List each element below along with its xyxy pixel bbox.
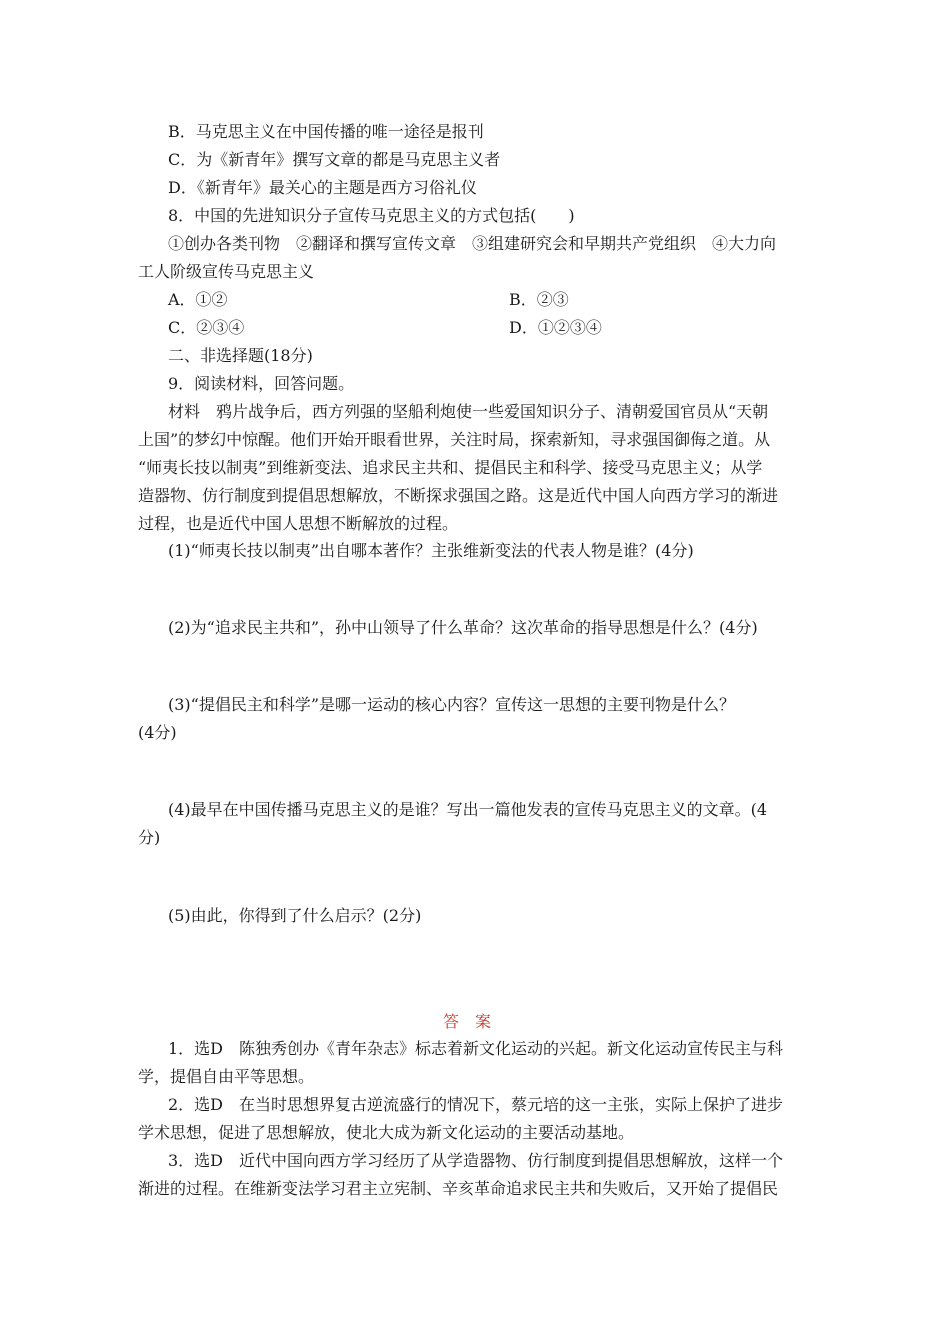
q9-sub3-cont: (4分) bbox=[138, 723, 177, 742]
q9-material-line: 造器物、仿行制度到提倡思想解放，不断探求强国之路。这是近代中国人向西方学习的渐进 bbox=[138, 486, 779, 505]
q9-sub4-cont: 分) bbox=[138, 828, 161, 847]
answers-title: 答案 bbox=[442, 1012, 507, 1031]
answer-2-cont: 学术思想，促进了思想解放，使北大成为新文化运动的主要活动基地。 bbox=[138, 1123, 635, 1142]
answer-1-cont: 学，提倡自由平等思想。 bbox=[138, 1067, 315, 1086]
q8-option-d: D．①②③④ bbox=[509, 318, 602, 337]
q9-material-line: 材料 鸦片战争后，西方列强的坚船利炮使一些爱国知识分子、清朝爱国官员从“天朝 bbox=[168, 402, 769, 421]
q8-items-line1: ①创办各类刊物 ②翻译和撰写宣传文章 ③组建研究会和早期共产党组织 ④大力向 bbox=[168, 234, 777, 253]
q9-material-line: 上国”的梦幻中惊醒。他们开始开眼看世界，关注时局，探索新知，寻求强国御侮之道。从 bbox=[138, 430, 771, 449]
q9-sub4: (4)最早在中国传播马克思主义的是谁？写出一篇他发表的宣传马克思主义的文章。(4 bbox=[168, 800, 768, 819]
q9-sub2: (2)为“追求民主共和”，孙中山领导了什么革命？这次革命的指导思想是什么？(4分) bbox=[168, 618, 758, 637]
q9-sub3: (3)“提倡民主和科学”是哪一运动的核心内容？宣传这一思想的主要刊物是什么？ bbox=[168, 695, 736, 714]
q9-sub1: (1)“师夷长技以制夷”出自哪本著作？主张维新变法的代表人物是谁？(4分) bbox=[168, 541, 694, 560]
q8-items-line2: 工人阶级宣传马克思主义 bbox=[138, 262, 315, 281]
answer-3: 3．选D 近代中国向西方学习经历了从学造器物、仿行制度到提倡思想解放，这样一个 bbox=[168, 1151, 784, 1170]
q9-sub5: (5)由此，你得到了什么启示？(2分) bbox=[168, 906, 422, 925]
q7-option-c: C．为《新青年》撰写文章的都是马克思主义者 bbox=[168, 150, 501, 169]
q8-option-c: C．②③④ bbox=[168, 318, 245, 337]
answer-1: 1．选D 陈独秀创办《青年杂志》标志着新文化运动的兴起。新文化运动宣传民主与科 bbox=[168, 1039, 784, 1058]
q9-stem: 9．阅读材料，回答问题。 bbox=[168, 374, 355, 393]
q8-option-a: A．①② bbox=[168, 290, 228, 309]
q9-material-line: 过程，也是近代中国人思想不断解放的过程。 bbox=[138, 514, 459, 533]
q7-option-d: D．《新青年》最关心的主题是西方习俗礼仪 bbox=[168, 178, 477, 197]
section-title: 二、非选择题(18分) bbox=[168, 346, 313, 365]
q9-material-line: “师夷长技以制夷”到维新变法、追求民主共和、提倡民主和科学、接受马克思主义；从学 bbox=[138, 458, 763, 477]
q7-option-b: B．马克思主义在中国传播的唯一途径是报刊 bbox=[168, 122, 484, 141]
q8-stem: 8．中国的先进知识分子宣传马克思主义的方式包括( ) bbox=[168, 206, 575, 225]
q8-option-b: B．②③ bbox=[509, 290, 569, 309]
answer-3-cont: 渐进的过程。在维新变法学习君主立宪制、辛亥革命追求民主共和失败后，又开始了提倡民 bbox=[138, 1179, 779, 1198]
answer-2: 2．选D 在当时思想界复古逆流盛行的情况下，蔡元培的这一主张，实际上保护了进步 bbox=[168, 1095, 784, 1114]
